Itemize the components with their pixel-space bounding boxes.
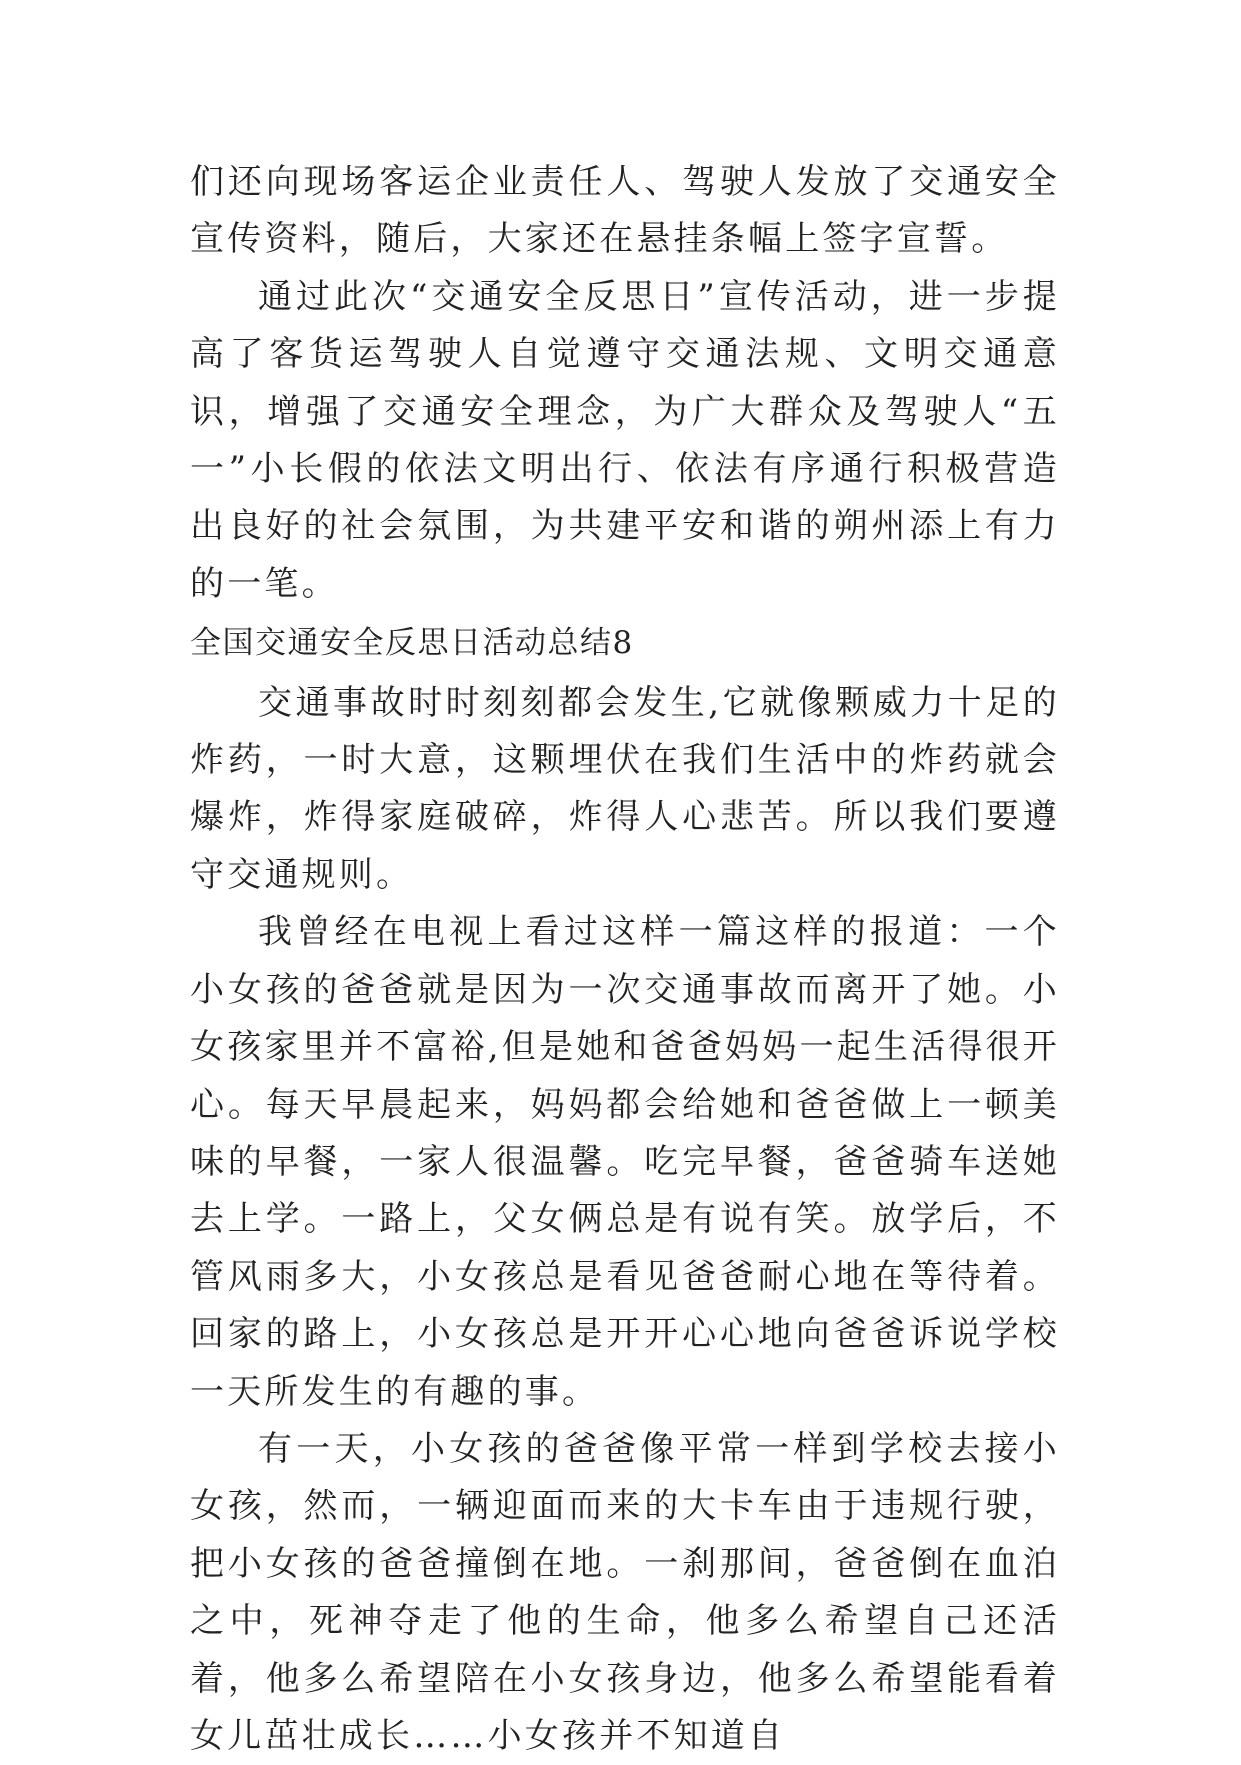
paragraph-accident-day: 有一天，小女孩的爸爸像平常一样到学校去接小女孩，然而，一辆迎面而来的大卡车由于违规行驶，把小女孩的爸爸撞倒在地。一刹那间，爸爸倒在血泊之中，死神夺走了他的生命，他多么希望自己还活着，他多么希望陪在小女孩身边，他多么希望能看着女儿茁壮成长……小女孩并不知道自 — [190, 1428, 1060, 1756]
paragraph-accident-intro: 交通事故时时刻刻都会发生,它就像颗威力十足的炸药，一时大意，这颗埋伏在我们生活中的炸药就会爆炸，炸得家庭破碎，炸得人心悲苦。所以我们要遵守交通规则。 — [190, 682, 1060, 895]
document-body — [190, 154, 1060, 1765]
paragraph-tv-story: 我曾经在电视上看过这样一篇这样的报道：一个小女孩的爸爸就是因为一次交通事故而离开了她。小女孩家里并不富裕,但是她和爸爸妈妈一起生活得很开心。每天早晨起来，妈妈都会给她和爸爸做上一顿美味的早餐，一家人很温馨。吃完早餐，爸爸骑车送她去上学。一路上，父女俩总是有说有笑。放学后，不管风雨多大，小女孩总是看见爸爸耐心地在等待着。回家的路上，小女孩总是开开心心地向爸爸诉说学校一天所发生的有趣的事。 — [190, 912, 1060, 1412]
paragraph-campaign-summary: 通过此次“交通安全反思日”宣传活动，进一步提高了客货运驾驶人自觉遵守交通法规、文明交通意识，增强了交通安全理念，为广大群众及驾驶人“五一”小长假的依法文明出行、依法有序通行积极营造出良好的社会氛围，为共建平安和谐的朔州添上有力的一笔。 — [190, 276, 1060, 604]
section-heading: 全国交通安全反思日活动总结8 — [190, 625, 634, 662]
paragraph-continued: 们还向现场客运企业责任人、驾驶人发放了交通安全宣传资料，随后，大家还在悬挂条幅上签字宣誓。 — [190, 162, 1060, 260]
